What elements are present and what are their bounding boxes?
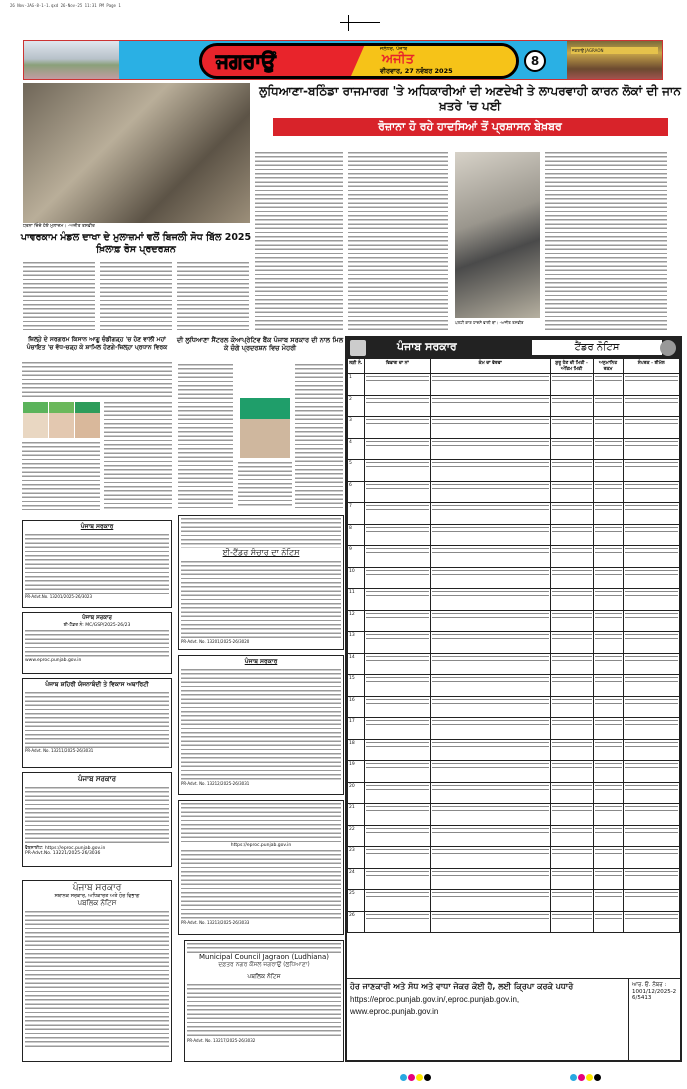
row-cell	[430, 675, 550, 697]
ad-link[interactable]: ਵੈੱਬਸਾਈਟ: https://eproc.punjab.gov.in	[25, 846, 106, 851]
column-header: ਲੜੀ ਨੰ.	[348, 359, 365, 374]
row-cell	[364, 675, 430, 697]
protest-photo	[23, 83, 250, 223]
row-serial: 16	[348, 696, 365, 718]
row-cell	[623, 460, 679, 482]
ad-notice	[22, 612, 172, 674]
leader-photo	[49, 402, 74, 438]
row-cell	[623, 567, 679, 589]
registration-marks	[400, 1066, 432, 1085]
row-cell	[430, 739, 550, 761]
row-cell	[364, 653, 430, 675]
brand-logo: ਅਜੀਤ	[382, 52, 414, 67]
crop-mark	[340, 22, 380, 23]
table-row	[348, 804, 680, 826]
row-cell	[593, 417, 623, 439]
row-cell	[430, 374, 550, 396]
row-cell	[623, 825, 679, 847]
row-cell	[364, 782, 430, 804]
row-cell	[364, 546, 430, 568]
row-serial: 8	[348, 524, 365, 546]
row-cell	[550, 782, 593, 804]
row-cell	[593, 653, 623, 675]
ad-footer: PR-Advt. No. 13213/2025-26/3033	[181, 920, 250, 925]
row-serial: 2	[348, 395, 365, 417]
row-cell	[430, 460, 550, 482]
row-cell	[550, 847, 593, 869]
row-cell	[550, 804, 593, 826]
ad-notice	[184, 940, 344, 1062]
story-body	[100, 262, 172, 330]
page-number: 8	[524, 50, 546, 72]
ad-footer: PR-Advt.No. 13221/2025-26/3036	[25, 851, 101, 856]
car-accident-photo	[455, 152, 540, 318]
row-cell	[550, 460, 593, 482]
row-cell	[550, 718, 593, 740]
ad-footer: PR-Advt. No. 13217/2025-26/3032	[187, 1038, 256, 1043]
column-header: ਸੰਪਰਕ - ਈਮੇਲ	[623, 359, 679, 374]
row-cell	[623, 438, 679, 460]
story-body	[545, 152, 667, 330]
row-cell	[550, 395, 593, 417]
row-cell	[593, 868, 623, 890]
row-cell	[623, 610, 679, 632]
row-cell	[593, 782, 623, 804]
row-cell	[364, 868, 430, 890]
table-row	[348, 847, 680, 869]
row-cell	[623, 911, 679, 933]
ad-notice-title: ਪਬਲਿਕ ਨੋਟਿਸ	[77, 899, 117, 907]
tender-title: ਟੈਂਡਰ ਨੋਟਿਸ	[532, 340, 662, 355]
crop-mark	[348, 15, 349, 31]
row-cell	[364, 524, 430, 546]
row-cell	[364, 847, 430, 869]
row-serial: 25	[348, 890, 365, 912]
ad-notice	[178, 800, 344, 935]
table-row	[348, 481, 680, 503]
row-cell	[430, 718, 550, 740]
ad-link[interactable]: https://eproc.punjab.gov.in	[230, 843, 292, 848]
row-cell	[430, 911, 550, 933]
row-serial: 12	[348, 610, 365, 632]
row-cell	[430, 847, 550, 869]
ad-subtitle: ਸਥਾਨਕ ਸਰਕਾਰ, ਅਧਿਕਾਰਤ ਅਤੇ ਹੋਰ ਵਿਭਾਗ	[54, 893, 140, 899]
leader-photo	[75, 402, 100, 438]
ad-title: ਪੰਜਾਬ ਸਰਕਾਰ	[80, 523, 114, 530]
story-body	[348, 152, 448, 330]
ad-title: Municipal Council Jagraon (Ludhiana)	[199, 953, 329, 961]
table-row	[348, 911, 680, 933]
row-cell	[593, 503, 623, 525]
row-cell	[593, 589, 623, 611]
column-header: ਵਿਭਾਗ ਦਾ ਨਾਂ	[364, 359, 430, 374]
table-row	[348, 503, 680, 525]
table-row	[348, 696, 680, 718]
row-cell	[430, 632, 550, 654]
row-cell	[550, 761, 593, 783]
ad-title: ਈ-ਟੈਂਡਰ ਸੰਚਾਰ ਦਾ ਨੋਟਿਸ	[222, 548, 300, 557]
tender-ref: ਈ-ਟੈਂਡਰ ਨੰ: MC/GSP/2025-26/23	[63, 623, 131, 628]
row-cell	[364, 761, 430, 783]
row-cell	[364, 374, 430, 396]
row-cell	[430, 696, 550, 718]
table-row	[348, 460, 680, 482]
row-cell	[550, 610, 593, 632]
row-serial: 22	[348, 825, 365, 847]
seal-icon	[660, 340, 676, 356]
table-row	[348, 438, 680, 460]
ref-label: ਆਰ. ਓ. ਨੰਬਰ :	[632, 982, 667, 988]
row-cell	[623, 847, 679, 869]
row-cell	[430, 567, 550, 589]
row-cell	[623, 374, 679, 396]
lead-headline: ਲੁਧਿਆਣਾ-ਬਠਿੰਡਾ ਰਾਜਮਾਰਗ 'ਤੇ ਅਧਿਕਾਰੀਆਂ ਦੀ ਅਣਦੇਖੀ ਤੇ ਲਾਪਰਵਾਹੀ ਕਾਰਨ ਲੋਕਾਂ ਦੀ ਜਾਨ ਖ਼ਤਰੇ 'ਚ ਪਈ	[259, 84, 681, 113]
row-cell	[623, 503, 679, 525]
ad-notice	[22, 678, 172, 768]
table-row	[348, 417, 680, 439]
row-serial: 17	[348, 718, 365, 740]
story-body	[295, 364, 343, 508]
row-serial: 26	[348, 911, 365, 933]
row-cell	[550, 890, 593, 912]
story-body	[22, 442, 100, 510]
registration-marks	[570, 1066, 602, 1085]
row-cell	[593, 739, 623, 761]
row-cell	[430, 589, 550, 611]
row-cell	[593, 825, 623, 847]
row-cell	[623, 417, 679, 439]
column-header: ਸ਼ੁਰੂ ਹੋਣ ਦੀ ਮਿਤੀ - ਅੰਤਿਮ ਮਿਤੀ	[550, 359, 593, 374]
tender-notice	[345, 336, 682, 1062]
story-body	[23, 262, 95, 330]
row-cell	[364, 438, 430, 460]
masthead	[23, 40, 663, 80]
row-cell	[364, 696, 430, 718]
row-serial: 9	[348, 546, 365, 568]
row-cell	[364, 503, 430, 525]
row-cell	[593, 481, 623, 503]
row-cell	[550, 653, 593, 675]
row-cell	[550, 739, 593, 761]
ad-link[interactable]: www.eproc.punjab.gov.in	[25, 658, 82, 663]
jagraon-sign-photo	[567, 41, 662, 80]
ad-title-punjabi: ਦਫ਼ਤਰ ਨਗਰ ਕੌਂਸਲ ਜਗਰਾਉਂ (ਲੁਧਿਆਣਾ)	[218, 961, 310, 968]
photo-caption: ਪਲਟੀ ਕਾਰ ਹਾਦਸੇ ਵਾਲੀ ਥਾਂ। -ਅਜੀਤ ਤਸਵੀਰ	[455, 320, 524, 325]
row-cell	[430, 804, 550, 826]
row-serial: 4	[348, 438, 365, 460]
story-body	[22, 362, 172, 398]
row-cell	[364, 632, 430, 654]
tender-header	[347, 338, 680, 358]
row-cell	[623, 481, 679, 503]
story-headline: ਦੀ ਲੁਧਿਆਣਾ ਸੈਂਟਰਲ ਕੋਆਪ੍ਰੇਟਿਵ ਬੈਂਕ ਪੰਜਾਬ ਸਰਕਾਰ ਦੀ ਨਾਲ ਮਿਲ ਕੇ ਚੰਗੇ ਪ੍ਰਦਰਸ਼ਨ ਵਿਚ ਮੋਹਰੀ	[176, 336, 344, 353]
row-cell	[623, 653, 679, 675]
ad-title: ਪੰਜਾਬ ਸਰਕਾਰ	[72, 883, 122, 893]
story-headline: ਜ਼ਿਲ੍ਹੇ ਦੇ ਸਰਗਰਮ ਕਿਸਾਨ ਆਗੂ ਚੰਡੀਗੜ੍ਹ 'ਚ ਹੋਣ ਵਾਲੀ ਮਹਾਂ ਪੰਚਾਇਤ 'ਚ ਵੱਧ-ਚੜ੍ਹ ਕੇ ਸ਼ਾਮਿਲ ਹੋਣਗੇ-ਜ਼ਿਲ੍ਹਾ ਪ੍ਰਧਾਨ ਵਿਰਕ	[26, 336, 168, 351]
table-row	[348, 589, 680, 611]
row-cell	[550, 524, 593, 546]
story-body	[238, 462, 292, 508]
row-cell	[593, 761, 623, 783]
row-cell	[430, 782, 550, 804]
row-serial: 21	[348, 804, 365, 826]
table-row	[348, 653, 680, 675]
ad-notice	[22, 520, 172, 608]
row-cell	[430, 417, 550, 439]
row-serial: 15	[348, 675, 365, 697]
sign-text: ਜਗਰਾਉਂ JAGRAON	[571, 47, 658, 54]
row-cell	[430, 438, 550, 460]
row-cell	[550, 546, 593, 568]
row-cell	[550, 825, 593, 847]
ad-title: ਪੰਜਾਬ ਸਰਕਾਰ	[77, 775, 116, 783]
row-cell	[550, 696, 593, 718]
row-serial: 23	[348, 847, 365, 869]
banker-photo	[240, 398, 290, 458]
row-cell	[430, 481, 550, 503]
table-row	[348, 374, 680, 396]
ad-footer: PR-Advt. No. 13201/2025-26/3020	[181, 639, 250, 644]
row-cell	[550, 374, 593, 396]
row-cell	[364, 417, 430, 439]
story-body	[178, 364, 233, 508]
ad-notice-title: ਪਬਲਿਕ ਨੋਟਿਸ	[247, 973, 281, 980]
punjab-emblem-icon	[350, 340, 366, 356]
table-row	[348, 675, 680, 697]
row-cell	[430, 395, 550, 417]
row-cell	[364, 739, 430, 761]
row-serial: 19	[348, 761, 365, 783]
table-row	[348, 632, 680, 654]
row-cell	[623, 890, 679, 912]
gurdwara-photo	[24, 41, 119, 80]
table-row	[348, 761, 680, 783]
row-cell	[430, 524, 550, 546]
row-cell	[593, 718, 623, 740]
row-cell	[623, 675, 679, 697]
row-cell	[430, 653, 550, 675]
row-cell	[623, 632, 679, 654]
row-cell	[623, 546, 679, 568]
row-cell	[364, 460, 430, 482]
row-cell	[550, 503, 593, 525]
row-serial: 7	[348, 503, 365, 525]
row-cell	[623, 718, 679, 740]
table-row	[348, 546, 680, 568]
title-pill	[199, 43, 519, 79]
row-cell	[364, 911, 430, 933]
row-cell	[593, 438, 623, 460]
row-cell	[430, 546, 550, 568]
row-serial: 3	[348, 417, 365, 439]
row-serial: 24	[348, 868, 365, 890]
row-cell	[430, 761, 550, 783]
row-cell	[593, 632, 623, 654]
row-cell	[364, 567, 430, 589]
row-cell	[430, 825, 550, 847]
ref-number: 1001/12/2025-26/5413	[632, 989, 677, 1001]
table-row	[348, 718, 680, 740]
row-cell	[593, 546, 623, 568]
ad-title: ਪੰਜਾਬ ਸ਼ਹਿਰੀ ਯੋਜਨਾਬੰਦੀ ਤੇ ਵਿਕਾਸ ਅਥਾਰਿਟੀ	[45, 681, 149, 688]
ad-notice	[22, 772, 172, 867]
row-serial: 20	[348, 782, 365, 804]
row-cell	[550, 481, 593, 503]
ad-footer: PR-Advt. No. 13212/2025-26/3031	[181, 781, 250, 786]
ad-notice	[178, 655, 344, 795]
story-body	[104, 402, 172, 510]
row-cell	[364, 804, 430, 826]
ad-notice	[178, 515, 344, 650]
row-cell	[593, 610, 623, 632]
table-row	[348, 610, 680, 632]
table-row	[348, 782, 680, 804]
table-row	[348, 567, 680, 589]
table-row	[348, 825, 680, 847]
story-body	[255, 152, 343, 330]
table-row	[348, 868, 680, 890]
row-cell	[550, 675, 593, 697]
tender-table	[347, 358, 680, 933]
row-cell	[430, 503, 550, 525]
column-header: ਅਨੁਮਾਨਿਤ ਰਕਮ	[593, 359, 623, 374]
story2-head-group	[20, 224, 252, 256]
row-cell	[550, 589, 593, 611]
table-row	[348, 739, 680, 761]
row-cell	[550, 632, 593, 654]
row-serial: 10	[348, 567, 365, 589]
column-header: ਕੰਮ ਦਾ ਵੇਰਵਾ	[430, 359, 550, 374]
row-cell	[364, 825, 430, 847]
row-cell	[550, 417, 593, 439]
edition-city: ਜਲੰਧਰ, ਪੰਜਾਬ	[380, 46, 408, 52]
issue-date: ਵੀਰਵਾਰ, 27 ਨਵੰਬਰ 2025	[380, 67, 453, 75]
row-cell	[623, 739, 679, 761]
row-cell	[593, 460, 623, 482]
row-cell	[593, 911, 623, 933]
leader-photo	[23, 402, 48, 438]
row-cell	[593, 675, 623, 697]
row-cell	[623, 395, 679, 417]
ad-footer: PR-Advt. No. 13211/2025-26/3031	[25, 748, 94, 753]
print-slug: 26 Nov-JAG-8-1-1.qxd 26-Nov-25 11:31 PM Page 1	[10, 3, 121, 8]
row-cell	[430, 610, 550, 632]
row-cell	[623, 589, 679, 611]
photo-caption: ਧਰਨਾ ਦਿੰਦੇ ਹੋਏ ਮੁਲਾਜ਼ਮ। -ਅਜੀਤ ਤਸਵੀਰ	[23, 224, 95, 229]
row-cell	[550, 438, 593, 460]
row-cell	[550, 567, 593, 589]
row-cell	[430, 890, 550, 912]
row-cell	[364, 718, 430, 740]
row-serial: 1	[348, 374, 365, 396]
ad-title: ਪੰਜਾਬ ਸਰਕਾਰ	[82, 615, 112, 621]
row-cell	[593, 524, 623, 546]
row-cell	[593, 847, 623, 869]
row-cell	[593, 890, 623, 912]
lead-subhead: ਰੋਜ਼ਾਨਾ ਹੋ ਰਹੇ ਹਾਦਸਿਆਂ ਤੋਂ ਪ੍ਰਸ਼ਾਸਨ ਬੇਖ਼ਬਰ	[273, 118, 668, 136]
row-cell	[623, 761, 679, 783]
row-serial: 14	[348, 653, 365, 675]
tender-footer-text: ਹੋਰ ਜਾਣਕਾਰੀ ਅਤੇ ਸੋਧ ਅਤੇ ਵਾਧਾ ਜੇਕਰ ਕੋਈ ਹੈ, ਲਈ ਕ੍ਰਿਪਾ ਕਰਕੇ ਪਧਾਰੋ	[350, 982, 574, 991]
row-cell	[364, 395, 430, 417]
row-cell	[623, 524, 679, 546]
row-cell	[550, 868, 593, 890]
row-serial: 5	[348, 460, 365, 482]
row-cell	[593, 395, 623, 417]
tender-link[interactable]: https://eproc.punjab.gov.in/,eproc.punjab.gov.in,	[350, 995, 520, 1004]
row-cell	[430, 868, 550, 890]
row-serial: 13	[348, 632, 365, 654]
row-cell	[623, 804, 679, 826]
row-cell	[364, 890, 430, 912]
ad-footer: PR-Advt.No. 13201/2025-26/3023	[25, 594, 93, 599]
row-cell	[623, 696, 679, 718]
row-serial: 18	[348, 739, 365, 761]
tender-gov-title: ਪੰਜਾਬ ਸਰਕਾਰ	[397, 340, 457, 353]
row-cell	[364, 610, 430, 632]
table-row	[348, 524, 680, 546]
row-serial: 6	[348, 481, 365, 503]
row-cell	[593, 696, 623, 718]
row-serial: 11	[348, 589, 365, 611]
row-cell	[593, 567, 623, 589]
table-row	[348, 890, 680, 912]
section-title: ਜਗਰਾਉਂ	[216, 49, 276, 73]
row-cell	[593, 374, 623, 396]
lead-head-group	[255, 84, 685, 136]
tender-link[interactable]: www.eproc.punjab.gov.in	[350, 1007, 439, 1016]
story-headline: ਪਾਵਰਕਾਮ ਮੰਡਲ ਦਾਖਾ ਦੇ ਮੁਲਾਜ਼ਮਾਂ ਵਲੋਂ ਬਿਜਲੀ ਸੋਧ ਬਿੱਲ 2025 ਖ਼ਿਲਾਫ਼ ਰੋਸ ਪ੍ਰਦਰਸ਼ਨ	[20, 232, 252, 255]
ad-notice	[22, 880, 172, 1062]
ad-title: ਪੰਜਾਬ ਸਰਕਾਰ	[244, 658, 278, 665]
row-cell	[364, 481, 430, 503]
table-row	[348, 395, 680, 417]
row-cell	[623, 868, 679, 890]
row-cell	[623, 782, 679, 804]
row-cell	[364, 589, 430, 611]
row-cell	[550, 911, 593, 933]
row-cell	[593, 804, 623, 826]
story-body	[177, 262, 249, 330]
